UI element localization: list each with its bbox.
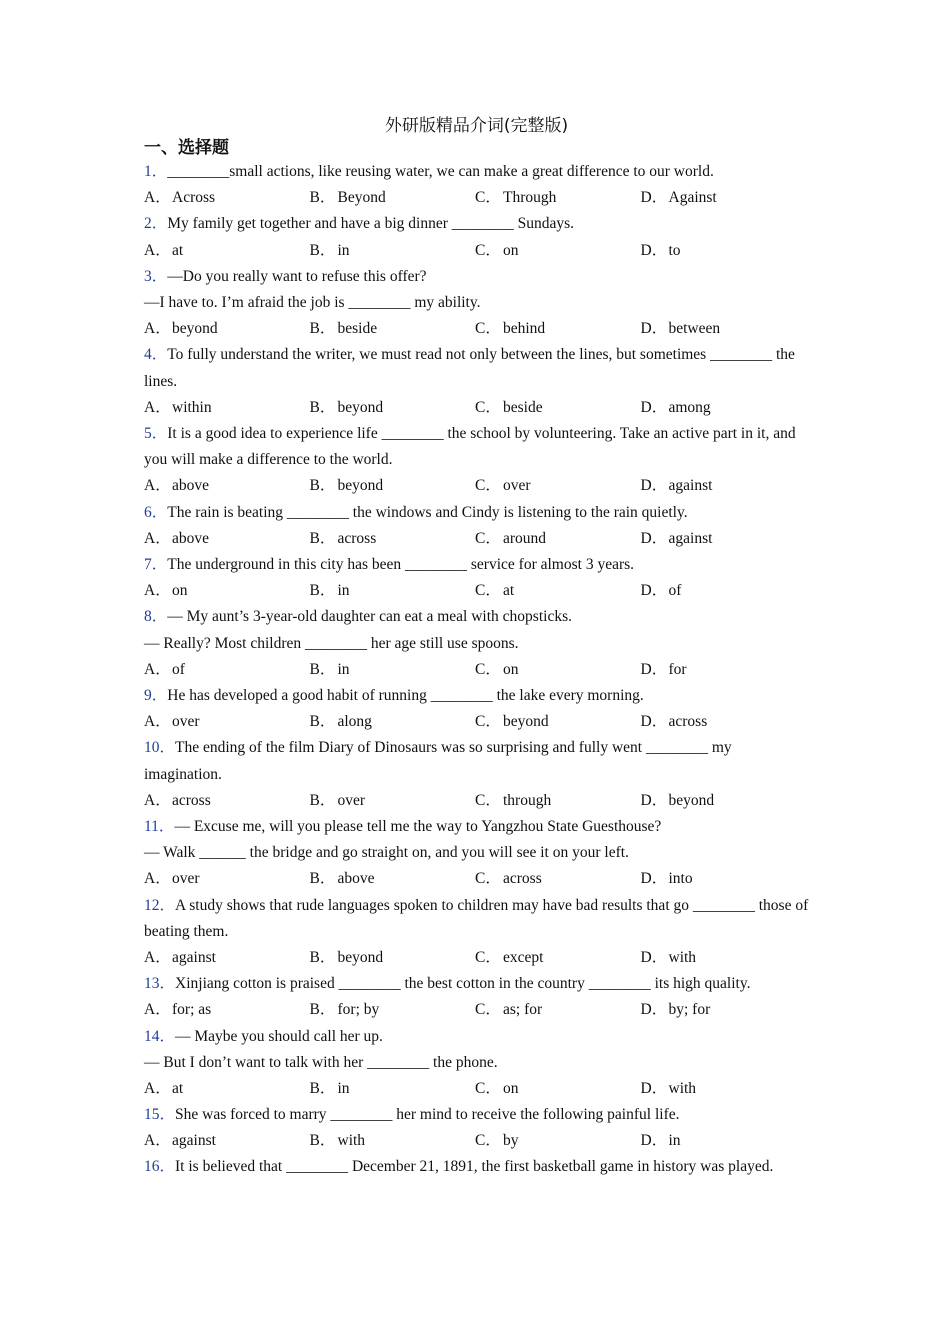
answer-option: [144, 473, 310, 499]
option-letter: C．: [475, 189, 501, 207]
option-letter: A．: [144, 189, 171, 207]
answer-option: [641, 238, 807, 264]
question-stem-continued: [144, 290, 809, 316]
option-text: beyond: [503, 713, 549, 731]
option-letter: B．: [309, 713, 336, 731]
answer-option: [144, 185, 310, 211]
option-letter: D．: [640, 398, 668, 416]
answer-option: [144, 709, 310, 735]
answer-option: [475, 997, 641, 1023]
option-text: against: [172, 948, 216, 966]
option-text: in: [337, 241, 350, 259]
question-text: — My aunt’s 3-year-old daughter can eat a meal with chopsticks.: [167, 608, 572, 626]
answer-option: [641, 578, 807, 604]
question-stem-continued: [144, 631, 809, 657]
answer-option: [310, 316, 476, 342]
options-row: [144, 709, 809, 735]
answer-option: [144, 578, 310, 604]
option-letter: B．: [309, 582, 336, 600]
question-number: 1．: [144, 163, 168, 180]
answer-option: [475, 1076, 641, 1102]
option-letter: A．: [144, 713, 171, 731]
option-letter: D．: [640, 1001, 668, 1019]
option-text: by; for: [668, 1001, 711, 1019]
option-letter: D．: [640, 477, 668, 495]
option-text: with: [668, 1079, 697, 1097]
option-letter: B．: [309, 1079, 336, 1097]
answer-option: [475, 709, 641, 735]
option-letter: A．: [144, 1001, 171, 1019]
option-text: for; by: [337, 1001, 380, 1019]
question-text: To fully understand the writer, we must read not only between the lines, but sometimes ________ the lines.: [144, 346, 795, 390]
option-letter: D．: [640, 948, 668, 966]
option-letter: C．: [475, 398, 501, 416]
answer-option: [310, 997, 476, 1023]
answer-option: [310, 185, 476, 211]
answer-option: [310, 657, 476, 683]
answer-option: [310, 945, 476, 971]
option-letter: A．: [144, 870, 171, 888]
option-text: beyond: [172, 320, 218, 338]
question-text: — Excuse me, will you please tell me the way to Yangzhou State Guesthouse?: [174, 817, 662, 835]
option-text: through: [503, 791, 552, 809]
question-item: [144, 893, 809, 972]
option-text: above: [172, 477, 210, 495]
option-text: on: [503, 241, 519, 259]
answer-option: [144, 238, 310, 264]
option-text: to: [668, 241, 681, 259]
question-stem: [144, 735, 809, 787]
answer-option: [641, 997, 807, 1023]
answer-option: [641, 316, 807, 342]
question-item: [144, 604, 809, 683]
question-text: — Really? Most children ________ her age still use spoons.: [144, 634, 519, 652]
answer-option: [144, 1128, 310, 1154]
option-text: as; for: [503, 1001, 543, 1019]
option-letter: D．: [640, 320, 668, 338]
answer-option: [475, 185, 641, 211]
option-text: in: [668, 1132, 681, 1150]
question-text: He has developed a good habit of running ________ the lake every morning.: [167, 686, 644, 704]
option-letter: B．: [309, 660, 336, 678]
question-stem: [144, 211, 809, 237]
option-letter: A．: [144, 398, 171, 416]
option-text: Beyond: [337, 189, 386, 207]
answer-option: [641, 185, 807, 211]
answer-option: [475, 238, 641, 264]
option-text: on: [503, 1079, 519, 1097]
document-title: 外研版精品介词(完整版): [384, 116, 569, 136]
question-text: My family get together and have a big dinner ________ Sundays.: [167, 215, 575, 233]
question-number: 10．: [144, 739, 176, 757]
document-page: [144, 113, 809, 1181]
option-text: beside: [337, 320, 378, 338]
answer-option: [310, 395, 476, 421]
answer-option: [641, 788, 807, 814]
answer-option: [310, 238, 476, 264]
question-number: 7．: [144, 555, 168, 573]
question-number: 13．: [144, 975, 176, 993]
option-letter: D．: [640, 241, 668, 259]
option-text: into: [668, 870, 693, 888]
option-letter: D．: [640, 1079, 668, 1097]
question-text: ________small actions, like reusing water, we can make a great difference to our world.: [167, 163, 714, 180]
question-number: 4．: [144, 346, 168, 364]
question-text: —I have to. I’m afraid the job is ________ my ability.: [144, 293, 481, 311]
question-number: 14．: [144, 1027, 176, 1045]
option-letter: D．: [640, 660, 668, 678]
question-stem: [144, 500, 809, 526]
question-text: It is believed that ________ December 21, 1891, the first basketball game in history was played.: [175, 1158, 774, 1176]
option-letter: B．: [309, 241, 336, 259]
options-row: [144, 473, 809, 499]
question-text: She was forced to marry ________ her mind to receive the following painful life.: [175, 1106, 680, 1124]
option-text: across: [503, 870, 542, 888]
question-item: [144, 159, 809, 211]
option-text: above: [337, 870, 375, 888]
options-row: [144, 997, 809, 1023]
option-text: above: [172, 529, 210, 547]
option-text: across: [668, 713, 708, 731]
option-letter: C．: [475, 1132, 501, 1150]
option-text: with: [337, 1132, 366, 1150]
question-number: 9．: [144, 686, 168, 704]
options-row: [144, 788, 809, 814]
answer-option: [475, 788, 641, 814]
option-letter: D．: [640, 713, 668, 731]
answer-option: [475, 473, 641, 499]
option-letter: B．: [309, 870, 336, 888]
option-letter: A．: [144, 320, 171, 338]
answer-option: [310, 1076, 476, 1102]
answer-option: [144, 1076, 310, 1102]
option-text: across: [172, 791, 211, 809]
option-letter: A．: [144, 1079, 171, 1097]
question-text: Xinjiang cotton is praised ________ the best cotton in the country ________ its high quality.: [175, 975, 751, 993]
options-row: [144, 945, 809, 971]
option-letter: C．: [475, 713, 501, 731]
option-letter: A．: [144, 529, 171, 547]
question-item: [144, 814, 809, 893]
option-text: beside: [503, 398, 543, 416]
question-stem: [144, 971, 809, 997]
answer-option: [144, 526, 310, 552]
option-text: beyond: [337, 477, 384, 495]
answer-option: [475, 1128, 641, 1154]
question-number: 15．: [144, 1106, 176, 1124]
options-row: [144, 185, 809, 211]
question-stem: [144, 893, 809, 945]
question-item: [144, 264, 809, 343]
option-letter: B．: [309, 529, 336, 547]
question-item: [144, 1024, 809, 1103]
question-number: 16．: [144, 1158, 176, 1176]
question-number: 3．: [144, 267, 168, 285]
option-letter: A．: [144, 582, 171, 600]
option-letter: C．: [475, 1001, 501, 1019]
option-text: over: [172, 713, 200, 731]
option-text: on: [503, 660, 519, 678]
answer-option: [310, 526, 476, 552]
options-row: [144, 657, 809, 683]
answer-option: [641, 473, 807, 499]
option-text: Through: [503, 189, 557, 207]
option-text: among: [668, 398, 711, 416]
option-letter: C．: [475, 477, 501, 495]
question-item: [144, 552, 809, 604]
question-stem: [144, 421, 809, 473]
question-number: 8．: [144, 608, 168, 626]
answer-option: [641, 657, 807, 683]
option-text: on: [172, 582, 188, 600]
answer-option: [144, 997, 310, 1023]
answer-option: [310, 1128, 476, 1154]
option-letter: D．: [640, 1132, 668, 1150]
answer-option: [475, 866, 641, 892]
question-item: [144, 735, 809, 814]
option-text: of: [172, 660, 185, 678]
options-row: [144, 578, 809, 604]
option-text: for; as: [172, 1001, 212, 1019]
option-letter: B．: [309, 477, 336, 495]
question-stem-continued: [144, 840, 809, 866]
options-row: [144, 866, 809, 892]
question-item: [144, 971, 809, 1023]
option-letter: A．: [144, 660, 171, 678]
question-text: It is a good idea to experience life ________ the school by volunteering. Take an active part in it, and you will make a difference to the world.: [144, 424, 796, 469]
option-text: by: [503, 1132, 519, 1150]
options-row: [144, 1128, 809, 1154]
option-text: across: [337, 529, 377, 547]
answer-option: [144, 945, 310, 971]
answer-option: [475, 578, 641, 604]
option-text: between: [668, 320, 721, 338]
options-row: [144, 238, 809, 264]
question-number: 11．: [144, 817, 175, 835]
option-text: against: [172, 1132, 216, 1150]
option-text: behind: [503, 320, 546, 338]
answer-option: [641, 1128, 807, 1154]
question-stem: [144, 159, 809, 185]
question-number: 2．: [144, 215, 168, 233]
question-item: [144, 1102, 809, 1154]
question-stem: [144, 604, 809, 630]
option-letter: D．: [640, 582, 668, 600]
option-letter: D．: [640, 791, 668, 809]
answer-option: [144, 657, 310, 683]
option-letter: C．: [475, 529, 501, 547]
question-item: [144, 1154, 809, 1180]
option-letter: C．: [475, 1079, 501, 1097]
question-number: 5．: [144, 424, 168, 442]
option-letter: A．: [144, 791, 171, 809]
question-stem: [144, 264, 809, 290]
option-text: for: [668, 660, 687, 678]
option-text: at: [172, 241, 184, 259]
question-text: — But I don’t want to talk with her ________ the phone.: [144, 1053, 498, 1071]
question-item: [144, 421, 809, 500]
option-text: in: [337, 582, 350, 600]
option-letter: C．: [475, 320, 501, 338]
options-row: [144, 316, 809, 342]
option-text: over: [337, 791, 366, 809]
question-stem: [144, 1024, 809, 1050]
options-row: [144, 1076, 809, 1102]
answer-option: [475, 657, 641, 683]
option-text: beyond: [668, 791, 715, 809]
option-letter: C．: [475, 660, 501, 678]
question-text: —Do you really want to refuse this offer?: [167, 267, 427, 285]
answer-option: [144, 316, 310, 342]
answer-option: [310, 709, 476, 735]
question-item: [144, 500, 809, 552]
option-text: along: [337, 713, 372, 731]
option-letter: C．: [475, 582, 501, 600]
question-item: [144, 342, 809, 421]
answer-option: [475, 526, 641, 552]
option-letter: C．: [475, 791, 501, 809]
question-number: 12．: [144, 896, 176, 914]
option-text: over: [172, 870, 200, 888]
question-item: [144, 211, 809, 263]
answer-option: [641, 945, 807, 971]
option-text: at: [172, 1079, 184, 1097]
answer-option: [641, 709, 807, 735]
answer-option: [641, 395, 807, 421]
options-row: [144, 395, 809, 421]
question-text: The rain is beating ________ the windows and Cindy is listening to the rain quietly.: [167, 503, 688, 521]
option-letter: B．: [309, 791, 336, 809]
option-text: in: [337, 660, 350, 678]
option-letter: C．: [475, 241, 501, 259]
question-text: The ending of the film Diary of Dinosaurs was so surprising and fully went ________ my imagination.: [144, 739, 732, 783]
question-stem: [144, 814, 809, 840]
option-text: within: [172, 398, 212, 416]
answer-option: [310, 866, 476, 892]
answer-option: [144, 866, 310, 892]
question-stem: [144, 552, 809, 578]
option-text: with: [668, 948, 697, 966]
option-text: except: [503, 948, 544, 966]
question-item: [144, 683, 809, 735]
option-letter: B．: [309, 1001, 336, 1019]
option-text: against: [668, 529, 713, 547]
option-text: of: [668, 582, 682, 600]
option-text: beyond: [337, 948, 384, 966]
answer-option: [475, 316, 641, 342]
option-letter: B．: [309, 1132, 336, 1150]
option-text: in: [337, 1079, 350, 1097]
option-letter: B．: [309, 398, 336, 416]
option-letter: D．: [640, 870, 668, 888]
question-stem-continued: [144, 1050, 809, 1076]
answer-option: [310, 473, 476, 499]
answer-option: [310, 788, 476, 814]
option-letter: A．: [144, 241, 171, 259]
question-text: The underground in this city has been ________ service for almost 3 years.: [167, 555, 635, 573]
answer-option: [475, 395, 641, 421]
option-text: at: [503, 582, 515, 600]
answer-option: [641, 866, 807, 892]
question-text: — Walk ______ the bridge and go straight on, and you will see it on your left.: [144, 844, 629, 862]
options-row: [144, 526, 809, 552]
answer-option: [310, 578, 476, 604]
option-letter: A．: [144, 477, 171, 495]
question-stem: [144, 1154, 809, 1180]
option-text: Against: [668, 189, 717, 207]
option-letter: B．: [309, 948, 336, 966]
option-letter: C．: [475, 948, 501, 966]
option-text: over: [503, 477, 531, 495]
question-text: A study shows that rude languages spoken to children may have bad results that go ________ those of beating them.: [144, 896, 809, 940]
answer-option: [144, 395, 310, 421]
option-letter: B．: [309, 320, 336, 338]
question-stem: [144, 683, 809, 709]
option-letter: C．: [475, 870, 501, 888]
section-heading: 一、选择题: [144, 138, 229, 158]
option-letter: B．: [309, 189, 336, 207]
answer-option: [475, 945, 641, 971]
option-text: beyond: [337, 398, 384, 416]
question-stem: [144, 342, 809, 394]
question-text: — Maybe you should call her up.: [175, 1027, 383, 1045]
option-letter: A．: [144, 1132, 171, 1150]
option-text: Across: [172, 189, 216, 207]
option-text: around: [503, 529, 547, 547]
option-text: against: [668, 477, 713, 495]
option-letter: D．: [640, 189, 668, 207]
question-stem: [144, 1102, 809, 1128]
answer-option: [641, 526, 807, 552]
answer-option: [641, 1076, 807, 1102]
question-number: 6．: [144, 503, 168, 521]
question-list: [144, 159, 809, 1181]
option-letter: A．: [144, 948, 171, 966]
answer-option: [144, 788, 310, 814]
option-letter: D．: [640, 529, 668, 547]
